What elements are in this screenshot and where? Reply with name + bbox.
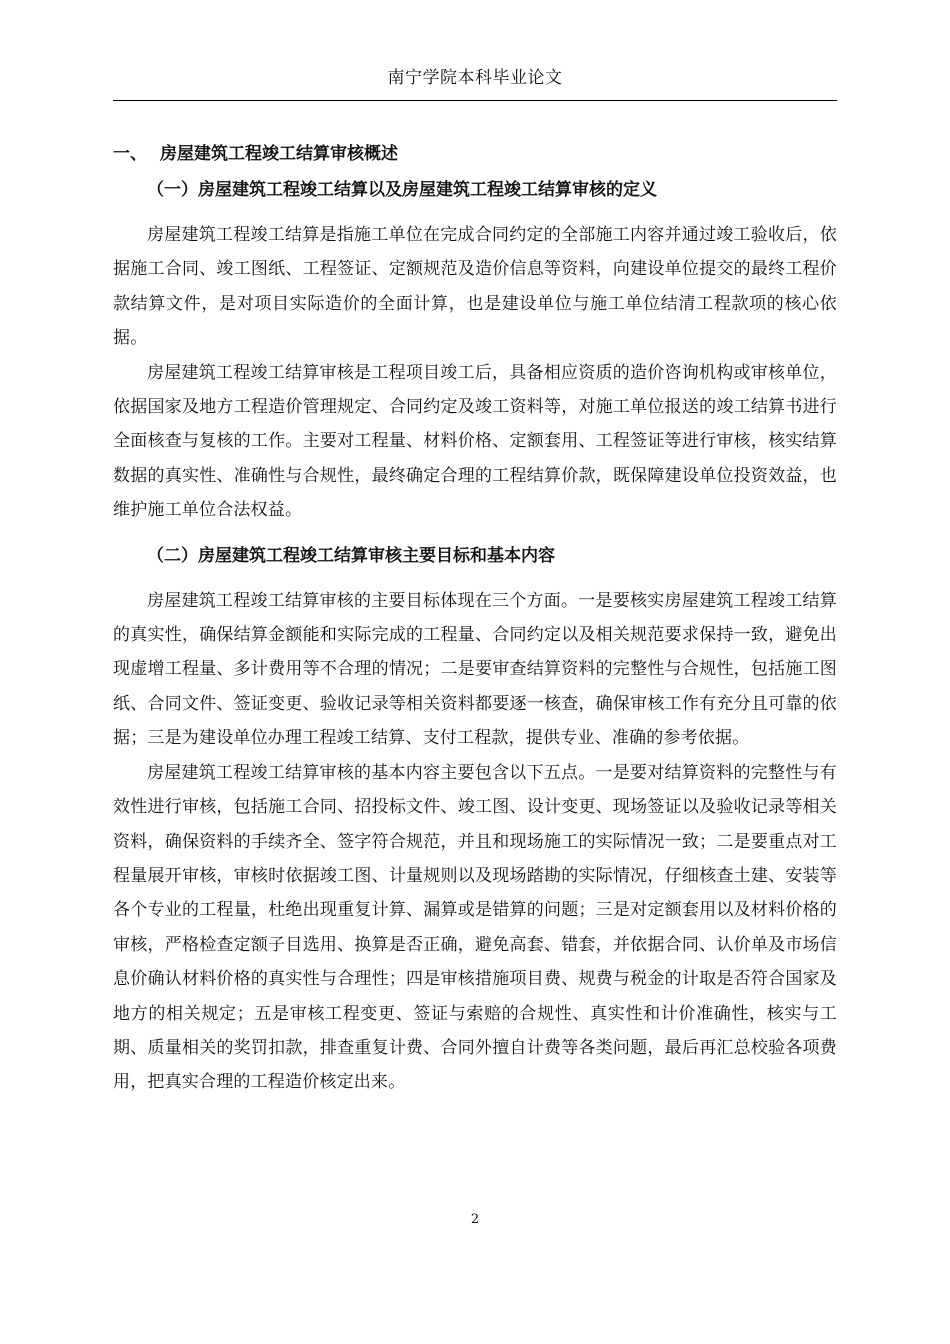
paragraph-definition-audit: 房屋建筑工程竣工结算审核是工程项目竣工后，具备相应资质的造价咨询机构或审核单位，依据国家及地方工程造价管理规定、合同约定及竣工资料等，对施工单位报送的竣工结算书进行全面核查与复核的工作。主要对工程量、材料价格、定额套用、工程签证等进行审核，核实结算数据的真实性、准确性与合规性，最终确定合理的工程结算价款，既保障建设单位投资效益，也维护施工单位合法权益。 [113,362,837,521]
spacer [113,210,837,218]
running-header: 南宁学院本科毕业论文 [387,68,563,88]
subsection-heading-2: （二）房屋建筑工程竣工结算审核主要目标和基本内容 [147,545,555,566]
spacer [113,528,837,538]
subsection-heading-1: （一）房屋建筑工程竣工结算以及房屋建筑工程竣工结算审核的定义 [147,180,657,200]
section-title: 房屋建筑工程竣工结算审核概述 [160,144,398,164]
paragraph-audit-contents: 房屋建筑工程竣工结算审核的基本内容主要包含以下五点。一是要对结算资料的完整性与有效性进行审核，包括施工合同、招投标文件、竣工图、设计变更、现场签证以及验收记录等相关资料，确保资料的手续齐全、签字符合规范，并且和现场施工的实际情况一致；二是要重点对工程量展开审核，审核时依据竣工图、计量规则以及现场踏勘的实际情况，仔细核查土建、安装等各个专业的工程量，杜绝出现重复计算、漏算或是错算的问题；三是对定额套用以及材料价格的审核，严格检查定额子目选用、换算是否正确，避免高套、错套，并依据合同、认价单及市场信息价确认材料价格的真实性与合理性；四是审核措施项目费、规费与税金的计取是否符合国家及地方的相关规定；五是审核工程变更、签证与索赔的合规性、真实性和计价准确性，核实与工期、质量相关的奖罚扣款，排查重复计费、合同外擅自计费等各类问题，最后再汇总校验各项费用，把真实合理的工程造价核定出来。 [113,762,837,1093]
section-number: 一、 [113,144,147,164]
paragraph-definition-settlement: 房屋建筑工程竣工结算是指施工单位在完成合同约定的全部施工内容并通过竣工验收后，依据施工合同、竣工图纸、工程签证、定额规范及造价信息等资料，向建设单位提交的最终工程价款结算文件，是对项目实际造价的全面计算，也是建设单位与施工单位结清工程款项的核心依据。 [113,225,837,349]
paragraph-audit-objectives: 房屋建筑工程竣工结算审核的主要目标体现在三个方面。一是要核实房屋建筑工程竣工结算的真实性，确保结算金额能和实际完成的工程量、合同约定以及相关规范要求保持一致，避免出现虚增工程量、多计费用等不合理的情况；二是要审查结算资料的完整性与合规性，包括施工图纸、合同文件、签证变更、验收记录等相关资料都要逐一核查，确保审核工作有充分且可靠的依据；三是为建设单位办理工程竣工结算、支付工程款，提供专业、准确的参考依据。 [113,590,837,749]
body-content [113,136,837,1100]
header-divider [113,100,837,101]
spacer [113,576,837,584]
page-number: 2 [470,1212,480,1227]
section-heading [113,136,837,172]
